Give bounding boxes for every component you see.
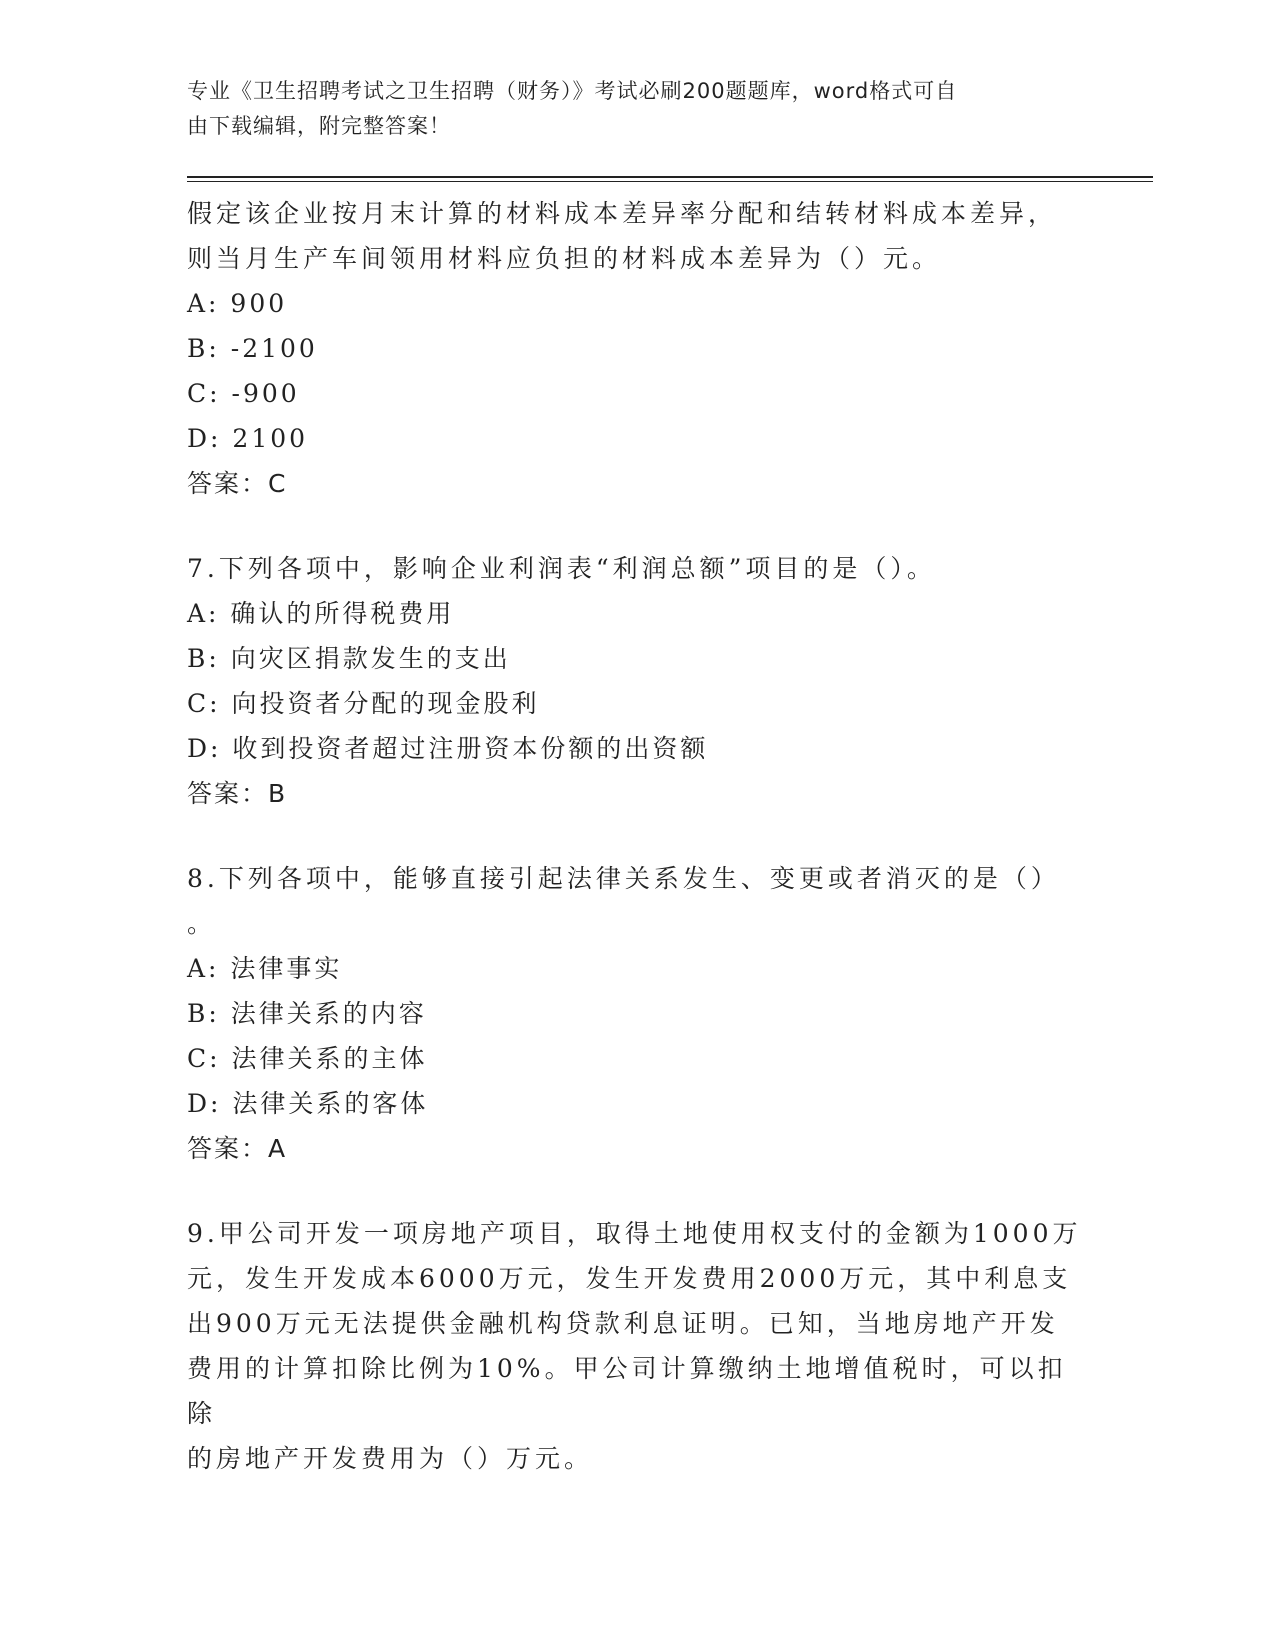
question-8-text-line-1: 8.下列各项中，能够直接引起法律关系发生、变更或者消灭的是（） (187, 864, 1060, 893)
question-6-text-line-1: 假定该企业按月末计算的材料成本差异率分配和结转材料成本差异， (187, 199, 1058, 228)
spacer (187, 506, 1087, 546)
question-8-option-d: D: 法律关系的客体 (187, 1089, 429, 1118)
question-8-text-line-2: 。 (187, 909, 217, 938)
question-7-option-b: B: 向灾区捐款发生的支出 (187, 644, 511, 673)
spacer (187, 816, 1087, 856)
question-8-answer: 答案：A (187, 1134, 288, 1163)
question-7-text: 7.下列各项中，影响企业利润表“利润总额”项目的是（）。 (187, 554, 936, 583)
question-6-option-d: D: 2100 (187, 424, 309, 453)
question-9-text-line-5: 的房地产开发费用为（）万元。 (187, 1444, 594, 1473)
question-9 (187, 1211, 1087, 1481)
question-6-option-c: C: -900 (187, 379, 300, 408)
question-8-option-a: A: 法律事实 (187, 954, 343, 983)
question-6-option-a: A: 900 (187, 289, 288, 318)
question-6-text-line-2: 则当月生产车间领用材料应负担的材料成本差异为（）元。 (187, 244, 942, 273)
question-list (187, 191, 1087, 1481)
question-8 (187, 856, 1087, 1171)
question-7-option-a: A: 确认的所得税费用 (187, 599, 455, 628)
question-9-text-line-3: 出900万元无法提供金融机构贷款利息证明。已知，当地房地产开发 (187, 1309, 1059, 1338)
question-9-text-line-1: 9.甲公司开发一项房地产项目，取得土地使用权支付的金额为1000万 (187, 1219, 1082, 1248)
question-8-option-c: C: 法律关系的主体 (187, 1044, 428, 1073)
question-6-answer: 答案：C (187, 469, 288, 498)
question-7-option-d: D: 收到投资者超过注册资本份额的出资额 (187, 734, 709, 763)
header-divider-thin (187, 181, 1153, 182)
question-8-option-b: B: 法律关系的内容 (187, 999, 427, 1028)
document-header (187, 74, 1087, 144)
question-7-option-c: C: 向投资者分配的现金股利 (187, 689, 540, 718)
question-6 (187, 191, 1087, 506)
spacer (187, 1171, 1087, 1211)
header-line-2: 由下载编辑，附完整答案！ (187, 114, 451, 138)
question-9-text-line-4: 费用的计算扣除比例为10%。甲公司计算缴纳土地增值税时，可以扣除 (187, 1354, 1067, 1428)
question-6-option-b: B: -2100 (187, 334, 318, 363)
question-7 (187, 546, 1087, 816)
header-divider-thick (187, 176, 1153, 178)
question-7-answer: 答案：B (187, 779, 288, 808)
header-line-1: 专业《卫生招聘考试之卫生招聘（财务）》考试必刷200题题库，word格式可自 (187, 79, 958, 103)
question-9-text-line-2: 元，发生开发成本6000万元，发生开发费用2000万元，其中利息支 (187, 1264, 1072, 1293)
